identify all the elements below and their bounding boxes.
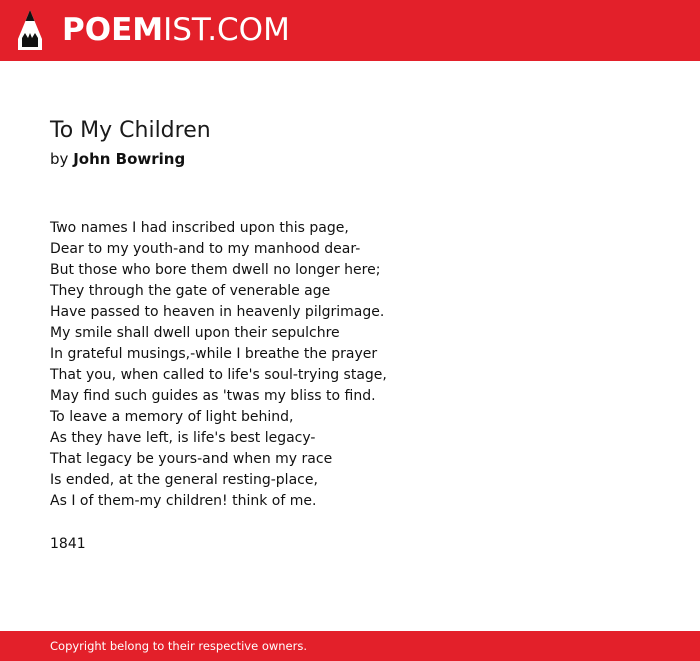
copyright-text: Copyright belong to their respective owners. — [50, 639, 308, 653]
poem-line: My smile shall dwell upon their sepulchre — [50, 325, 340, 341]
by-label: by — [50, 150, 69, 168]
poem-line: They through the gate of venerable age — [50, 283, 331, 299]
poem-line: Two names I had inscribed upon this page, — [50, 220, 349, 236]
poem-line: But those who bore them dwell no longer here; — [50, 262, 381, 278]
site-footer — [0, 631, 700, 661]
poem-line: Is ended, at the general resting-place, — [50, 472, 318, 488]
poem-byline — [50, 148, 185, 170]
poem-line: As I of them-my children! think of me. — [50, 493, 317, 509]
author-name: John Bowring — [73, 150, 186, 168]
poem-line: In grateful musings,-while I breathe the prayer — [50, 346, 378, 362]
poem-line: That legacy be yours-and when my race — [50, 451, 333, 467]
poem-line: That you, when called to life's soul-trying stage, — [50, 367, 387, 383]
pencil-tip-icon[interactable] — [17, 9, 43, 51]
poem-body — [50, 218, 650, 512]
poem-title: To My Children — [50, 118, 211, 143]
logo-light-text: IST.COM — [163, 12, 290, 48]
poem-line: As they have left, is life's best legacy- — [50, 430, 316, 446]
poem-line: To leave a memory of light behind, — [50, 409, 294, 425]
poem-line: May find such guides as 'twas my bliss to find. — [50, 388, 376, 404]
poem-year: 1841 — [50, 536, 86, 552]
poem-line: Have passed to heaven in heavenly pilgrimage. — [50, 304, 385, 320]
poem-line: Dear to my youth-and to my manhood dear- — [50, 241, 361, 257]
site-logo[interactable] — [62, 12, 290, 48]
logo-bold-text: POEM — [62, 12, 164, 48]
site-header — [0, 0, 700, 61]
